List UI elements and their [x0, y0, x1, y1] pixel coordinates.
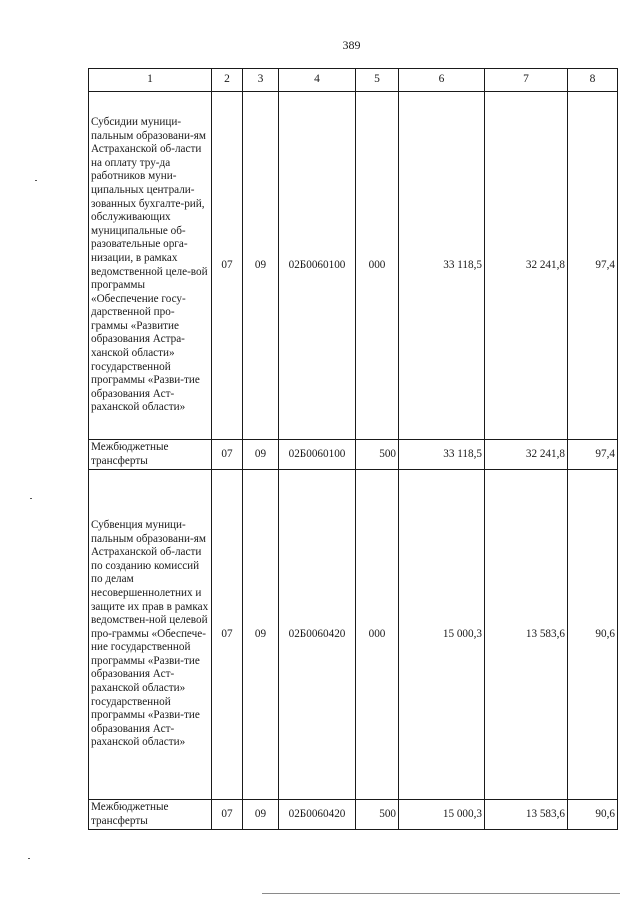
bottom-divider [262, 893, 620, 894]
subsection-code-cell: 09 [243, 92, 279, 440]
table-row [89, 470, 618, 800]
approved-amount-cell: 15 000,3 [399, 470, 485, 800]
executed-amount-cell: 32 241,8 [485, 440, 568, 470]
execution-percent-cell: 90,6 [568, 470, 618, 800]
column-header: 4 [279, 69, 356, 92]
expense-type-cell: 500 [356, 800, 399, 830]
subsection-code-cell: 09 [243, 440, 279, 470]
executed-amount-cell: 13 583,6 [485, 800, 568, 830]
section-code-cell: 07 [212, 470, 243, 800]
scan-speck [28, 858, 30, 859]
row-name-cell: Межбюджетные трансферты [89, 440, 212, 470]
section-code-cell: 07 [212, 92, 243, 440]
table-header-row [89, 69, 618, 92]
target-article-cell: 02Б0060420 [279, 470, 356, 800]
approved-amount-cell: 15 000,3 [399, 800, 485, 830]
row-name-cell: Межбюджетные трансферты [89, 800, 212, 830]
column-header: 7 [485, 69, 568, 92]
target-article-cell: 02Б0060100 [279, 92, 356, 440]
expense-type-cell: 000 [356, 470, 399, 800]
column-header: 5 [356, 69, 399, 92]
execution-percent-cell: 97,4 [568, 92, 618, 440]
column-header: 6 [399, 69, 485, 92]
execution-percent-cell: 97,4 [568, 440, 618, 470]
section-code-cell: 07 [212, 800, 243, 830]
table-row [89, 800, 618, 830]
scan-speck [30, 498, 32, 499]
table-row [89, 440, 618, 470]
executed-amount-cell: 32 241,8 [485, 92, 568, 440]
row-name-cell: Субсидии муници-пальным образовани-ям Астраханской об-ласти на оплату тру-да работников муни-ципальных централи-зованных бухгалте-рий, обслуживающих муниципальные об-разовательные орга-низации, в рамках ведомственной целе-вой программы «Обеспечение госу-дарственной про-граммы «Развитие образования Астра-ханской области» государственной программы «Разви-тие образования Аст-раханской области» [89, 92, 212, 440]
column-header: 3 [243, 69, 279, 92]
column-header: 2 [212, 69, 243, 92]
subsection-code-cell: 09 [243, 800, 279, 830]
column-header: 8 [568, 69, 618, 92]
subsection-code-cell: 09 [243, 470, 279, 800]
column-header: 1 [89, 69, 212, 92]
target-article-cell: 02Б0060100 [279, 440, 356, 470]
expense-type-cell: 500 [356, 440, 399, 470]
budget-table [88, 68, 618, 830]
approved-amount-cell: 33 118,5 [399, 92, 485, 440]
row-name-cell: Субвенция муници-пальным образовани-ям Астраханской об-ласти по созданию комиссий по делам несовершеннолетних и защите их прав в рамках ведомствен-ной целевой про-граммы «Обеспече-ние государственной программы «Разви-тие образования Аст-раханской области» государственной программы «Разви-тие образования Аст-раханской области» [89, 470, 212, 800]
table-row [89, 92, 618, 440]
target-article-cell: 02Б0060420 [279, 800, 356, 830]
scan-speck [35, 180, 37, 181]
executed-amount-cell: 13 583,6 [485, 470, 568, 800]
execution-percent-cell: 90,6 [568, 800, 618, 830]
page-number: 389 [342, 38, 361, 52]
section-code-cell: 07 [212, 440, 243, 470]
approved-amount-cell: 33 118,5 [399, 440, 485, 470]
expense-type-cell: 000 [356, 92, 399, 440]
